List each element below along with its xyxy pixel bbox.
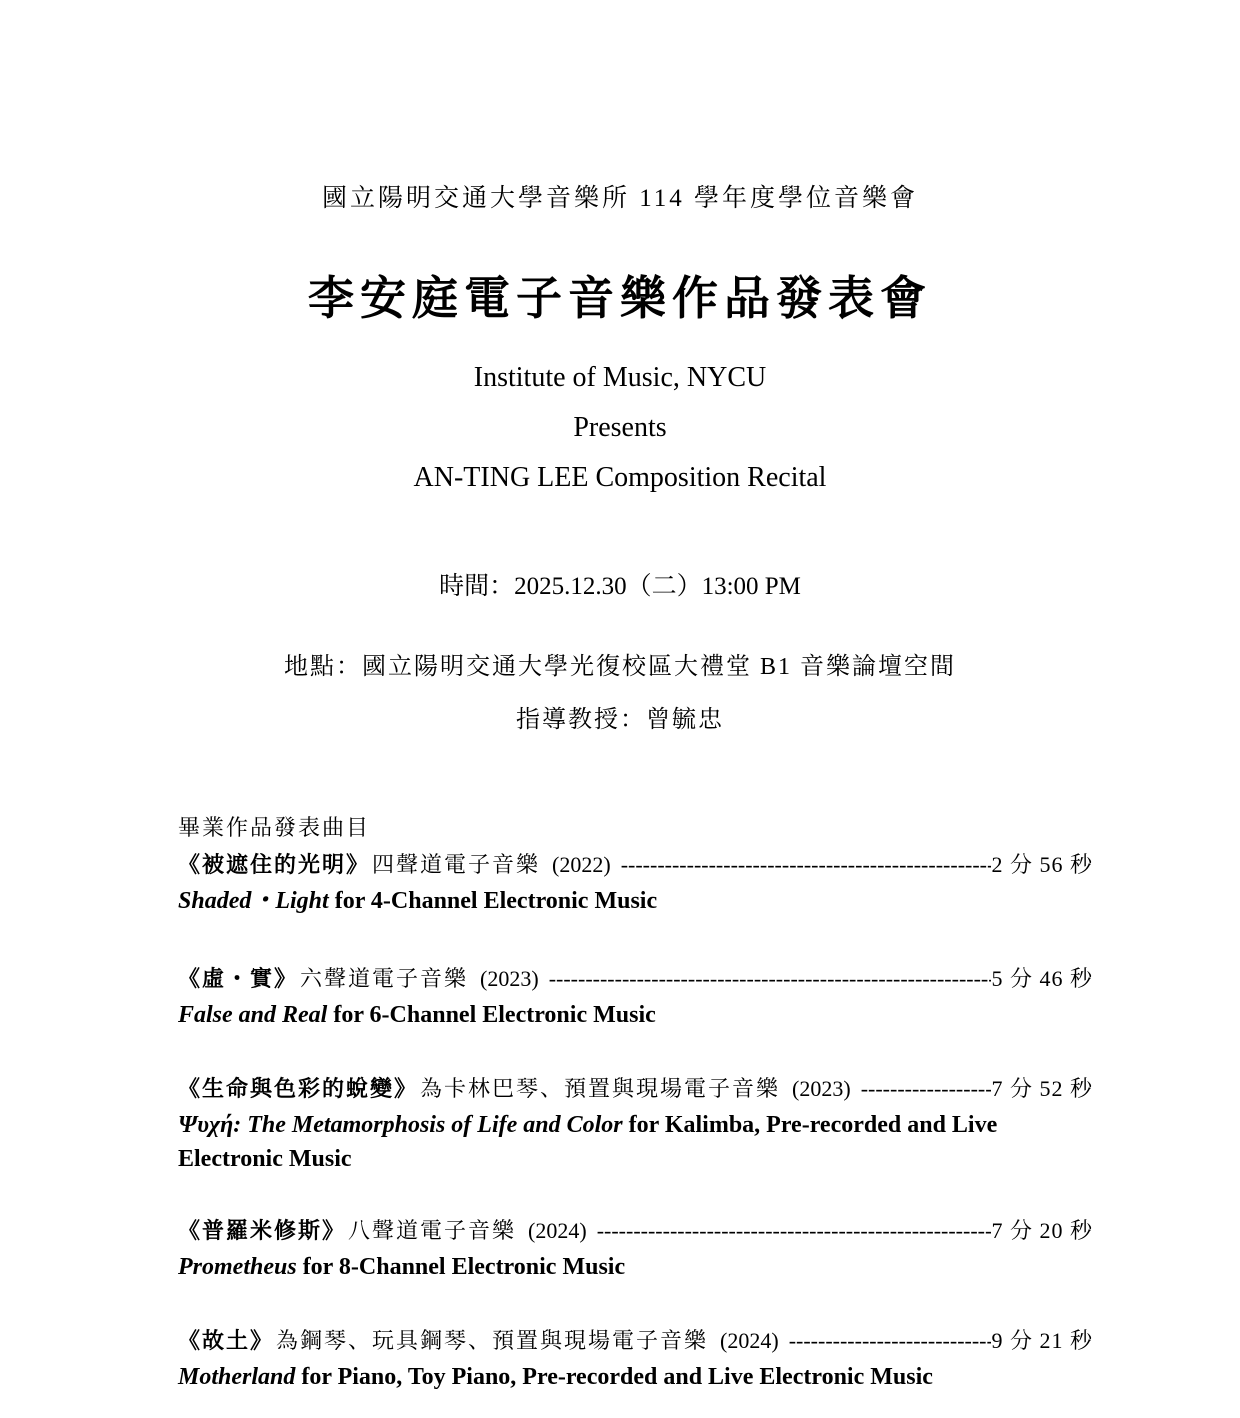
piece-zh-description: 六聲道電子音樂 — [300, 966, 469, 991]
piece-en-description: for 4-Channel Electronic Music — [328, 888, 658, 914]
dot-leader — [549, 966, 992, 992]
piece-zh-description: 四聲道電子音樂 — [372, 852, 541, 877]
piece-en-description: for Kalimba, Pre-recorded and Live Electronic Music — [178, 1112, 998, 1172]
piece-zh-title: 《虛・實》 — [178, 966, 299, 991]
recital-title-en: AN-TING LEE Composition Recital — [413, 462, 827, 493]
piece-year: (2023) — [792, 1076, 851, 1101]
piece-year: (2024) — [528, 1218, 587, 1243]
program-piece — [178, 1214, 1093, 1284]
piece-zh-description: 為鋼琴、玩具鋼琴、預置與現場電子音樂 — [276, 1328, 709, 1353]
piece-en-title: Prometheus — [178, 1254, 297, 1280]
recital-title-zh: 李安庭電子音樂作品發表會 — [308, 273, 932, 324]
piece-en-line — [178, 1360, 1093, 1394]
piece-year: (2024) — [720, 1328, 779, 1353]
concert-time: 時間：2025.12.30（二）13:00 PM — [439, 573, 801, 600]
program-piece — [178, 1072, 1093, 1176]
piece-zh-line — [178, 1072, 1093, 1104]
piece-duration: 7 分 20 秒 — [991, 1218, 1093, 1243]
piece-year: (2023) — [480, 966, 539, 991]
piece-duration: 2 分 56 秒 — [991, 852, 1093, 877]
concert-venue: 地點：國立陽明交通大學光復校區大禮堂 B1 音樂論壇空間 — [283, 654, 956, 680]
piece-zh-title: 《生命與色彩的蛻變》 — [178, 1076, 419, 1101]
program-heading: 畢業作品發表曲目 — [178, 815, 371, 840]
program-piece — [178, 848, 1093, 918]
dot-leader — [621, 852, 992, 878]
dot-leader — [789, 1328, 992, 1354]
piece-en-line — [178, 884, 1093, 918]
piece-en-description: for 6-Channel Electronic Music — [327, 1002, 656, 1028]
piece-en-title: Motherland — [178, 1364, 296, 1390]
piece-zh-title: 《故土》 — [178, 1328, 275, 1353]
piece-duration: 9 分 21 秒 — [991, 1328, 1093, 1353]
piece-zh-line — [178, 1214, 1093, 1246]
piece-zh-line — [178, 1324, 1093, 1356]
piece-duration: 7 分 52 秒 — [991, 1076, 1093, 1101]
piece-en-line — [178, 1250, 1093, 1284]
piece-zh-title: 《普羅米修斯》 — [178, 1218, 347, 1243]
piece-duration: 5 分 46 秒 — [991, 966, 1093, 991]
presents-line: Presents — [573, 412, 667, 443]
institute-title-zh: 國立陽明交通大學音樂所 114 學年度學位音樂會 — [321, 185, 919, 212]
piece-zh-title: 《被遮住的光明》 — [178, 852, 371, 877]
dot-leader — [597, 1218, 992, 1244]
dot-leader — [861, 1076, 992, 1102]
piece-zh-line — [178, 962, 1093, 994]
piece-zh-description: 八聲道電子音樂 — [348, 1218, 517, 1243]
piece-en-line — [178, 998, 1093, 1032]
institute-name-en: Institute of Music, NYCU — [473, 362, 767, 393]
piece-en-title: Shaded・Light — [178, 888, 329, 914]
program-piece — [178, 962, 1093, 1032]
piece-en-title: Ψυχή: The Metamorphosis of Life and Color — [178, 1112, 623, 1138]
piece-en-description: for Piano, Toy Piano, Pre-recorded and Live Electronic Music — [295, 1364, 933, 1390]
piece-en-description: for 8-Channel Electronic Music — [296, 1254, 626, 1280]
piece-en-title: False and Real — [178, 1002, 328, 1028]
piece-zh-line — [178, 848, 1093, 880]
piece-year: (2022) — [552, 852, 611, 877]
piece-zh-description: 為卡林巴琴、預置與現場電子音樂 — [420, 1076, 781, 1101]
piece-en-line — [178, 1108, 1093, 1176]
advisor: 指導教授：曾毓忠 — [516, 707, 724, 733]
program-piece — [178, 1324, 1093, 1394]
